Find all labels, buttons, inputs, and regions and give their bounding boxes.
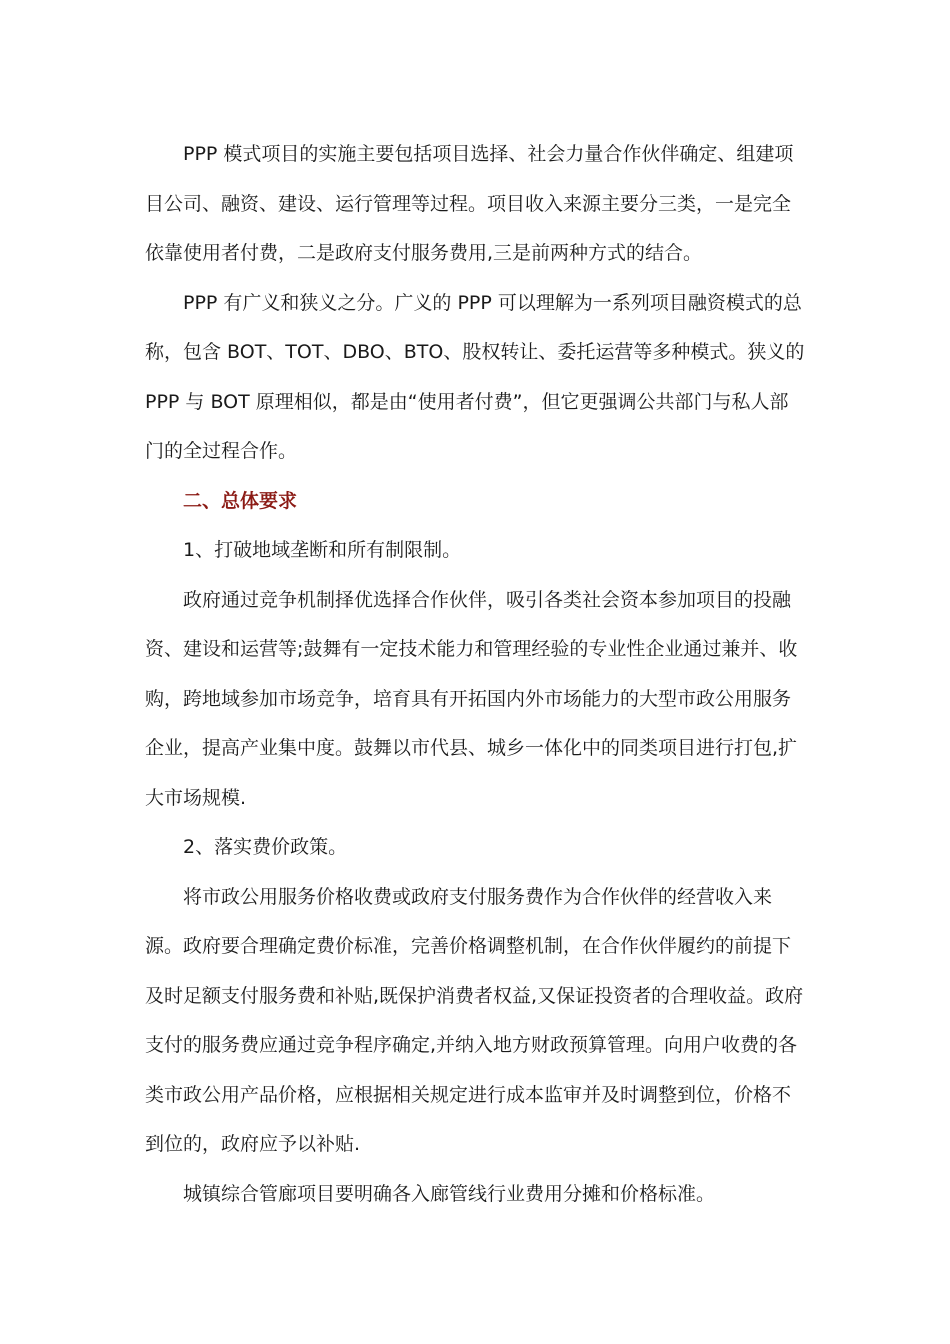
item-title: 1、打破地域垄断和所有制限制。 [183,539,462,561]
paragraph-line: 资、建设和运营等;鼓舞有一定技术能力和管理经验的专业性企业通过兼并、收 [145,638,798,660]
document-body [145,130,805,1219]
paragraph-line: 及时足额支付服务费和补贴,既保护消费者权益,又保证投资者的合理收益。政府 [145,984,804,1007]
paragraph-line: 购，跨地域参加市场竞争，培育具有开拓国内外市场能力的大型市政公用服务 [145,687,792,710]
paragraph-line: 政府通过竞争机制择优选择合作伙伴，吸引各类社会资本参加项目的投融 [183,588,792,611]
paragraph-line: 大市场规模. [145,786,247,809]
paragraph-line: PPP 有广义和狭义之分。广义的 PPP 可以理解为一系列项目融资模式的总 [183,291,802,314]
item-title: 2、落实费价政策。 [183,836,348,858]
paragraph-line: 目公司、融资、建设、运行管理等过程。项目收入来源主要分三类，一是完全 [145,192,792,215]
section-heading: 二、总体要求 [183,489,298,512]
paragraph-line: 企业，提高产业集中度。鼓舞以市代县、城乡一体化中的同类项目进行打包,扩 [145,737,798,759]
paragraph-line: 城镇综合管廊项目要明确各入廊管线行业费用分摊和价格标准。 [183,1182,716,1205]
paragraph-line: 支付的服务费应通过竞争程序确定,并纳入地方财政预算管理。向用户收费的各 [145,1034,798,1056]
paragraph-line: 门的全过程合作。 [145,440,298,462]
paragraph-line: 到位的，政府应予以补贴. [145,1133,361,1155]
paragraph-line: 依靠使用者付费，二是政府支付服务费用,三是前两种方式的结合。 [145,242,703,264]
paragraph-line: 称，包含 BOT、TOT、DBO、BTO、股权转让、委托运营等多种模式。狭义的 [145,341,805,363]
paragraph-line: PPP 模式项目的实施主要包括项目选择、社会力量合作伙伴确定、组建项 [183,143,794,165]
paragraph-line: PPP 与 BOT 原理相似，都是由“使用者付费”，但它更强调公共部门与私人部 [145,390,789,413]
paragraph-line: 源。政府要合理确定费价标准，完善价格调整机制，在合作伙伴履约的前提下 [145,935,792,957]
paragraph-line: 类市政公用产品价格，应根据相关规定进行成本监审并及时调整到位，价格不 [145,1083,792,1106]
paragraph-line: 将市政公用服务价格收费或政府支付服务费作为合作伙伴的经营收入来 [183,885,773,908]
